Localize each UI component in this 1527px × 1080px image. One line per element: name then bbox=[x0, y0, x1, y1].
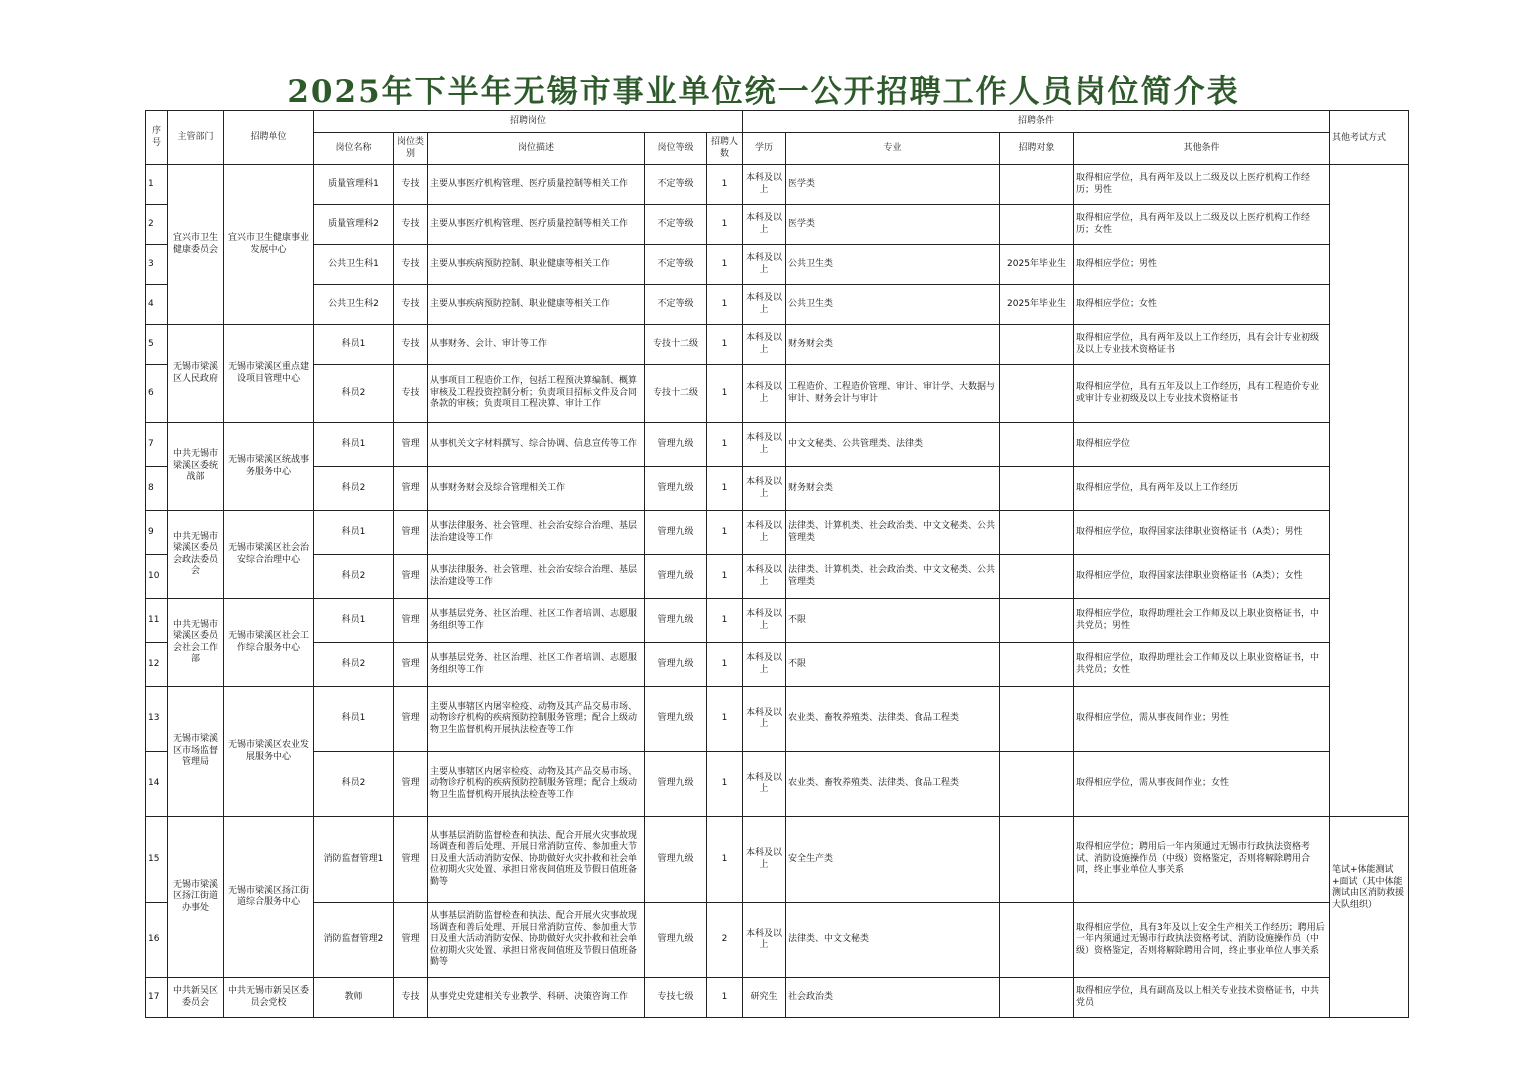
cell-unit: 无锡市梁溪区扬江街道综合服务中心 bbox=[224, 817, 314, 978]
cell-unit: 无锡市梁溪区社会治安综合治理中心 bbox=[224, 511, 314, 599]
cell-post-name: 科员2 bbox=[314, 467, 394, 511]
cell-post-name: 教师 bbox=[314, 978, 394, 1018]
cell-post-type: 管理 bbox=[394, 599, 428, 643]
table-row bbox=[146, 205, 1409, 245]
cell-post-name: 科员2 bbox=[314, 555, 394, 599]
cell-edu: 本科及以上 bbox=[743, 285, 786, 325]
cell-seq: 14 bbox=[146, 752, 168, 817]
cell-post-level: 不定等级 bbox=[645, 165, 707, 205]
cell-post-type: 专技 bbox=[394, 978, 428, 1018]
table-row bbox=[146, 423, 1409, 467]
cell-post-desc: 主要从事疾病预防控制、职业健康等相关工作 bbox=[428, 245, 645, 285]
cell-post-level: 不定等级 bbox=[645, 205, 707, 245]
cell-post-desc: 从事财务、会计、审计等工作 bbox=[428, 325, 645, 365]
cell-post-desc: 主要从事疾病预防控制、职业健康等相关工作 bbox=[428, 285, 645, 325]
cell-major: 社会政治类 bbox=[786, 978, 1000, 1018]
cell-post-type: 管理 bbox=[394, 423, 428, 467]
cell-post-level: 专技七级 bbox=[645, 978, 707, 1018]
cell-post-level: 管理九级 bbox=[645, 643, 707, 687]
cell-target bbox=[1000, 511, 1074, 555]
cell-major: 医学类 bbox=[786, 205, 1000, 245]
cell-post-level: 不定等级 bbox=[645, 285, 707, 325]
cell-dept: 中共无锡市梁溪区委员会政法委员会 bbox=[168, 511, 224, 599]
cell-other: 取得相应学位，具有两年及以上二级及以上医疗机构工作经历；女性 bbox=[1074, 205, 1330, 245]
cell-post-name: 科员2 bbox=[314, 365, 394, 423]
cell-dept: 中共无锡市梁溪区委员会社会工作部 bbox=[168, 599, 224, 687]
cell-major: 不限 bbox=[786, 643, 1000, 687]
cell-count: 1 bbox=[707, 365, 743, 423]
cell-unit: 无锡市梁溪区重点建设项目管理中心 bbox=[224, 325, 314, 423]
cell-seq: 4 bbox=[146, 285, 168, 325]
table-row bbox=[146, 555, 1409, 599]
cell-post-name: 消防监督管理2 bbox=[314, 903, 394, 978]
cell-seq: 15 bbox=[146, 817, 168, 903]
cell-dept: 无锡市梁溪区市场监督管理局 bbox=[168, 687, 224, 817]
cell-other: 取得相应学位 bbox=[1074, 423, 1330, 467]
cell-post-type: 管理 bbox=[394, 643, 428, 687]
cell-post-desc: 从事项目工程造价工作，包括工程预决算编制、概算审核及工程投资控制分析；负责项目招标文件及合同条款的审核；负责项目工程决算、审计工作 bbox=[428, 365, 645, 423]
cell-other: 取得相应学位，具有两年及以上工作经历，具有会计专业初级及以上专业技术资格证书 bbox=[1074, 325, 1330, 365]
cell-other: 取得相应学位，需从事夜间作业；女性 bbox=[1074, 752, 1330, 817]
cell-unit: 无锡市梁溪区统战事务服务中心 bbox=[224, 423, 314, 511]
cell-post-type: 专技 bbox=[394, 245, 428, 285]
cell-post-name: 公共卫生科2 bbox=[314, 285, 394, 325]
cell-edu: 本科及以上 bbox=[743, 643, 786, 687]
cell-count: 1 bbox=[707, 467, 743, 511]
cell-post-level: 管理九级 bbox=[645, 511, 707, 555]
cell-post-level: 管理九级 bbox=[645, 555, 707, 599]
cell-post-level: 管理九级 bbox=[645, 687, 707, 752]
cell-target bbox=[1000, 687, 1074, 752]
cell-edu: 本科及以上 bbox=[743, 165, 786, 205]
table-row bbox=[146, 285, 1409, 325]
cell-post-name: 公共卫生科1 bbox=[314, 245, 394, 285]
cell-target bbox=[1000, 165, 1074, 205]
cell-exam-empty bbox=[1330, 165, 1409, 817]
cell-post-name: 科员1 bbox=[314, 325, 394, 365]
cell-major: 法律类、计算机类、社会政治类、中文文秘类、公共管理类 bbox=[786, 511, 1000, 555]
header-post-desc: 岗位描述 bbox=[428, 133, 645, 165]
cell-other: 取得相应学位，取得助理社会工作师及以上职业资格证书，中共党员；女性 bbox=[1074, 643, 1330, 687]
cell-post-name: 科员1 bbox=[314, 599, 394, 643]
cell-post-type: 管理 bbox=[394, 467, 428, 511]
cell-post-type: 专技 bbox=[394, 165, 428, 205]
cell-post-name: 科员1 bbox=[314, 687, 394, 752]
header-dept: 主管部门 bbox=[168, 111, 224, 165]
cell-major: 法律类、中文文秘类 bbox=[786, 903, 1000, 978]
cell-edu: 本科及以上 bbox=[743, 205, 786, 245]
cell-other: 取得相应学位，具有五年及以上工作经历，具有工程造价专业或审计专业初级及以上专业技术资格证书 bbox=[1074, 365, 1330, 423]
cell-other: 取得相应学位，取得国家法律职业资格证书（A类）；男性 bbox=[1074, 511, 1330, 555]
cell-post-level: 管理九级 bbox=[645, 467, 707, 511]
cell-seq: 2 bbox=[146, 205, 168, 245]
cell-count: 1 bbox=[707, 511, 743, 555]
cell-target bbox=[1000, 817, 1074, 903]
cell-post-name: 质量管理科1 bbox=[314, 165, 394, 205]
cell-dept: 中共无锡市梁溪区委统战部 bbox=[168, 423, 224, 511]
cell-count: 2 bbox=[707, 903, 743, 978]
cell-post-desc: 从事基层党务、社区治理、社区工作者培训、志愿服务组织等工作 bbox=[428, 643, 645, 687]
table-row bbox=[146, 165, 1409, 205]
header-edu: 学历 bbox=[743, 133, 786, 165]
cell-other: 取得相应学位；女性 bbox=[1074, 285, 1330, 325]
cell-major: 不限 bbox=[786, 599, 1000, 643]
cell-post-name: 质量管理科2 bbox=[314, 205, 394, 245]
cell-post-desc: 主要从事辖区内屠宰检疫、动物及其产品交易市场、动物诊疗机构的疾病预防控制服务管理；配合上级动物卫生监督机构开展执法检查等工作 bbox=[428, 752, 645, 817]
table-row bbox=[146, 687, 1409, 752]
cell-edu: 本科及以上 bbox=[743, 325, 786, 365]
cell-edu: 本科及以上 bbox=[743, 599, 786, 643]
cell-major: 财务财会类 bbox=[786, 467, 1000, 511]
cell-seq: 16 bbox=[146, 903, 168, 978]
cell-target bbox=[1000, 467, 1074, 511]
cell-post-type: 专技 bbox=[394, 325, 428, 365]
cell-post-level: 管理九级 bbox=[645, 817, 707, 903]
cell-post-type: 管理 bbox=[394, 687, 428, 752]
cell-edu: 本科及以上 bbox=[743, 687, 786, 752]
header-other: 其他条件 bbox=[1074, 133, 1330, 165]
cell-target bbox=[1000, 365, 1074, 423]
header-count: 招聘人数 bbox=[707, 133, 743, 165]
cell-count: 1 bbox=[707, 285, 743, 325]
cell-count: 1 bbox=[707, 752, 743, 817]
cell-post-level: 不定等级 bbox=[645, 245, 707, 285]
cell-edu: 本科及以上 bbox=[743, 903, 786, 978]
cell-seq: 6 bbox=[146, 365, 168, 423]
cell-post-type: 管理 bbox=[394, 555, 428, 599]
cell-post-desc: 从事基层消防监督检查和执法、配合开展火灾事故现场调查和善后处理、开展日常消防宣传、参加重大节日及重大活动消防安保、协助做好火灾扑救和社会单位初期火灾处置、承担日常夜间值班及节假日值班备勤等 bbox=[428, 903, 645, 978]
header-seq: 序号 bbox=[146, 111, 168, 165]
cell-other: 取得相应学位；聘用后一年内须通过无锡市行政执法资格考试、消防设施操作员（中级）资格鉴定，否则将解除聘用合同，终止事业单位人事关系 bbox=[1074, 817, 1330, 903]
cell-post-desc: 从事法律服务、社会管理、社会治安综合治理、基层法治建设等工作 bbox=[428, 555, 645, 599]
cell-unit: 宜兴市卫生健康事业发展中心 bbox=[224, 165, 314, 325]
cell-post-desc: 从事法律服务、社会管理、社会治安综合治理、基层法治建设等工作 bbox=[428, 511, 645, 555]
cell-count: 1 bbox=[707, 325, 743, 365]
cell-edu: 本科及以上 bbox=[743, 511, 786, 555]
cell-target bbox=[1000, 423, 1074, 467]
cell-post-type: 管理 bbox=[394, 817, 428, 903]
cell-major: 公共卫生类 bbox=[786, 245, 1000, 285]
cell-post-name: 消防监督管理1 bbox=[314, 817, 394, 903]
cell-dept: 无锡市梁溪区扬江街道办事处 bbox=[168, 817, 224, 978]
cell-post-name: 科员1 bbox=[314, 511, 394, 555]
header-post-group: 招聘岗位 bbox=[314, 111, 743, 133]
cell-post-type: 管理 bbox=[394, 752, 428, 817]
cell-post-desc: 主要从事医疗机构管理、医疗质量控制等相关工作 bbox=[428, 205, 645, 245]
header-exam: 其他考试方式 bbox=[1330, 111, 1409, 165]
cell-post-desc: 主要从事医疗机构管理、医疗质量控制等相关工作 bbox=[428, 165, 645, 205]
cell-edu: 本科及以上 bbox=[743, 752, 786, 817]
header-unit: 招聘单位 bbox=[224, 111, 314, 165]
table-row bbox=[146, 511, 1409, 555]
cell-other: 取得相应学位，取得助理社会工作师及以上职业资格证书，中共党员；男性 bbox=[1074, 599, 1330, 643]
cell-edu: 本科及以上 bbox=[743, 365, 786, 423]
cell-post-type: 专技 bbox=[394, 365, 428, 423]
cell-target bbox=[1000, 978, 1074, 1018]
header-post-level: 岗位等级 bbox=[645, 133, 707, 165]
cell-post-desc: 从事财务财会及综合管理相关工作 bbox=[428, 467, 645, 511]
cell-post-type: 管理 bbox=[394, 903, 428, 978]
cell-count: 1 bbox=[707, 205, 743, 245]
cell-major: 农业类、畜牧养殖类、法律类、食品工程类 bbox=[786, 687, 1000, 752]
cell-target bbox=[1000, 205, 1074, 245]
cell-unit: 中共无锡市新吴区委员会党校 bbox=[224, 978, 314, 1018]
cell-post-level: 管理九级 bbox=[645, 903, 707, 978]
table-row bbox=[146, 245, 1409, 285]
table-row bbox=[146, 365, 1409, 423]
header-post-type: 岗位类别 bbox=[394, 133, 428, 165]
table-row bbox=[146, 599, 1409, 643]
cell-seq: 13 bbox=[146, 687, 168, 752]
cell-major: 农业类、畜牧养殖类、法律类、食品工程类 bbox=[786, 752, 1000, 817]
cell-post-level: 管理九级 bbox=[645, 752, 707, 817]
table-row bbox=[146, 978, 1409, 1018]
cell-edu: 本科及以上 bbox=[743, 423, 786, 467]
cell-count: 1 bbox=[707, 165, 743, 205]
cell-seq: 5 bbox=[146, 325, 168, 365]
table-row bbox=[146, 903, 1409, 978]
cell-exam: 笔试+体能测试+面试（其中体能测试由区消防救援大队组织） bbox=[1330, 817, 1409, 1018]
cell-seq: 17 bbox=[146, 978, 168, 1018]
cell-seq: 12 bbox=[146, 643, 168, 687]
cell-major: 公共卫生类 bbox=[786, 285, 1000, 325]
cell-edu: 本科及以上 bbox=[743, 555, 786, 599]
cell-major: 工程造价、工程造价管理、审计、审计学、大数据与审计、财务会计与审计 bbox=[786, 365, 1000, 423]
cell-major: 法律类、计算机类、社会政治类、中文文秘类、公共管理类 bbox=[786, 555, 1000, 599]
cell-edu: 本科及以上 bbox=[743, 817, 786, 903]
cell-other: 取得相应学位，具有两年及以上二级及以上医疗机构工作经历；男性 bbox=[1074, 165, 1330, 205]
cell-other: 取得相应学位，具有副高及以上相关专业技术资格证书，中共党员 bbox=[1074, 978, 1330, 1018]
cell-post-type: 专技 bbox=[394, 205, 428, 245]
cell-seq: 7 bbox=[146, 423, 168, 467]
cell-count: 1 bbox=[707, 599, 743, 643]
cell-target: 2025年毕业生 bbox=[1000, 245, 1074, 285]
cell-dept: 宜兴市卫生健康委员会 bbox=[168, 165, 224, 325]
cell-target bbox=[1000, 752, 1074, 817]
cell-post-desc: 从事机关文字材料撰写、综合协调、信息宣传等工作 bbox=[428, 423, 645, 467]
cell-dept: 中共新吴区委员会 bbox=[168, 978, 224, 1018]
cell-dept: 无锡市梁溪区人民政府 bbox=[168, 325, 224, 423]
cell-edu: 本科及以上 bbox=[743, 467, 786, 511]
cell-seq: 9 bbox=[146, 511, 168, 555]
cell-post-level: 管理九级 bbox=[645, 423, 707, 467]
cell-edu: 研究生 bbox=[743, 978, 786, 1018]
cell-seq: 8 bbox=[146, 467, 168, 511]
cell-major: 安全生产类 bbox=[786, 817, 1000, 903]
cell-post-name: 科员1 bbox=[314, 423, 394, 467]
cell-unit: 无锡市梁溪区社会工作综合服务中心 bbox=[224, 599, 314, 687]
cell-count: 1 bbox=[707, 245, 743, 285]
table-row bbox=[146, 817, 1409, 903]
cell-post-type: 管理 bbox=[394, 511, 428, 555]
cell-seq: 3 bbox=[146, 245, 168, 285]
table-row bbox=[146, 752, 1409, 817]
cell-major: 医学类 bbox=[786, 165, 1000, 205]
cell-target bbox=[1000, 903, 1074, 978]
cell-seq: 1 bbox=[146, 165, 168, 205]
page-title: 2025年下半年无锡市事业单位统一公开招聘工作人员岗位简介表 bbox=[287, 74, 1240, 110]
cell-unit: 无锡市梁溪区农业发展服务中心 bbox=[224, 687, 314, 817]
cell-post-name: 科员2 bbox=[314, 643, 394, 687]
cell-other: 取得相应学位，具有3年及以上安全生产相关工作经历；聘用后一年内须通过无锡市行政执法资格考试、消防设施操作员（中级）资格鉴定，否则将解除聘用合同，终止事业单位人事关系 bbox=[1074, 903, 1330, 978]
cell-count: 1 bbox=[707, 978, 743, 1018]
header-post-name: 岗位名称 bbox=[314, 133, 394, 165]
cell-post-desc: 从事基层党务、社区治理、社区工作者培训、志愿服务组织等工作 bbox=[428, 599, 645, 643]
cell-seq: 10 bbox=[146, 555, 168, 599]
cell-edu: 本科及以上 bbox=[743, 245, 786, 285]
table-body bbox=[146, 165, 1409, 1018]
cell-target bbox=[1000, 599, 1074, 643]
cell-post-desc: 从事基层消防监督检查和执法、配合开展火灾事故现场调查和善后处理、开展日常消防宣传、参加重大节日及重大活动消防安保、协助做好火灾扑救和社会单位初期火灾处置、承担日常夜间值班及节假日值班备勤等 bbox=[428, 817, 645, 903]
cell-post-level: 管理九级 bbox=[645, 599, 707, 643]
cell-other: 取得相应学位，具有两年及以上工作经历 bbox=[1074, 467, 1330, 511]
cell-other: 取得相应学位，需从事夜间作业；男性 bbox=[1074, 687, 1330, 752]
cell-target: 2025年毕业生 bbox=[1000, 285, 1074, 325]
cell-seq: 11 bbox=[146, 599, 168, 643]
cell-post-name: 科员2 bbox=[314, 752, 394, 817]
positions-table bbox=[145, 110, 1409, 1018]
header-cond-group: 招聘条件 bbox=[743, 111, 1330, 133]
cell-major: 中文文秘类、公共管理类、法律类 bbox=[786, 423, 1000, 467]
table-row bbox=[146, 643, 1409, 687]
cell-count: 1 bbox=[707, 423, 743, 467]
cell-other: 取得相应学位；男性 bbox=[1074, 245, 1330, 285]
cell-count: 1 bbox=[707, 687, 743, 752]
cell-post-type: 专技 bbox=[394, 285, 428, 325]
cell-other: 取得相应学位，取得国家法律职业资格证书（A类）；女性 bbox=[1074, 555, 1330, 599]
cell-count: 1 bbox=[707, 817, 743, 903]
table-row bbox=[146, 467, 1409, 511]
cell-post-desc: 从事党史党建相关专业教学、科研、决策咨询工作 bbox=[428, 978, 645, 1018]
table-row bbox=[146, 325, 1409, 365]
header-target: 招聘对象 bbox=[1000, 133, 1074, 165]
header-major: 专业 bbox=[786, 133, 1000, 165]
cell-count: 1 bbox=[707, 643, 743, 687]
cell-post-desc: 主要从事辖区内屠宰检疫、动物及其产品交易市场、动物诊疗机构的疾病预防控制服务管理；配合上级动物卫生监督机构开展执法检查等工作 bbox=[428, 687, 645, 752]
cell-post-level: 专技十二级 bbox=[645, 325, 707, 365]
cell-target bbox=[1000, 643, 1074, 687]
cell-major: 财务财会类 bbox=[786, 325, 1000, 365]
cell-target bbox=[1000, 325, 1074, 365]
cell-target bbox=[1000, 555, 1074, 599]
cell-post-level: 专技十二级 bbox=[645, 365, 707, 423]
cell-count: 1 bbox=[707, 555, 743, 599]
